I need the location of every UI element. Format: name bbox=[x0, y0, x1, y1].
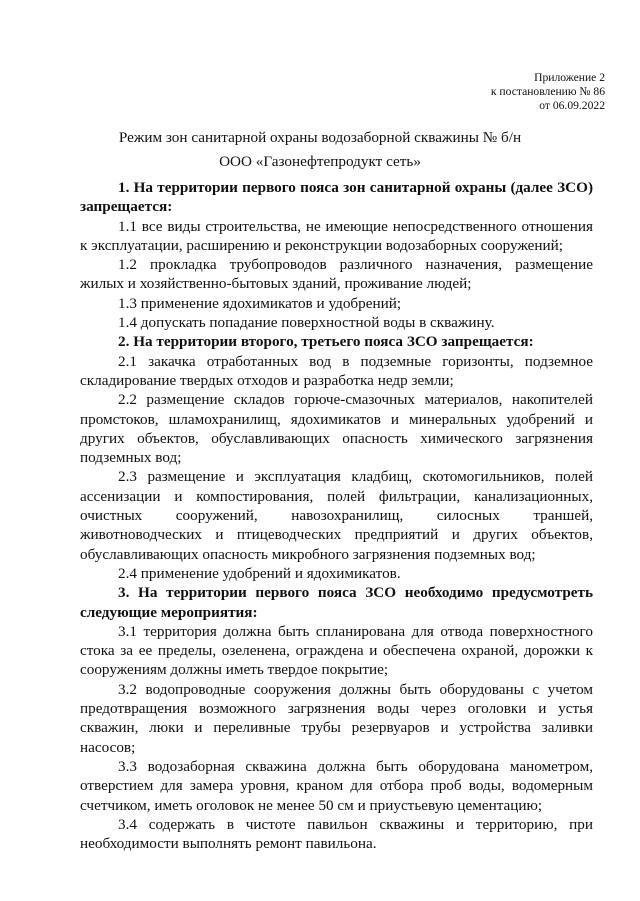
paragraph-1-3: 1.3 применение ядохимикатов и удобрений; bbox=[118, 294, 402, 312]
paragraph-2-3: 2.3 размещение и эксплуатация кладбищ, скотомогильников, полей ассенизации и компостирования, полей фильтрации, канализационных, очистных сооружений, навозохранилищ, силосных траншей, животноводческих и птицеводческих предприятий и других объектов, обуславливающих опасность микробного загрязнения подземных вод; bbox=[80, 468, 593, 563]
resolution-date: от 06.09.2022 bbox=[539, 98, 605, 112]
section-heading-3: 3. На территории первого пояса ЗСО необходимо предусмотреть следующие мероприятия: bbox=[80, 584, 593, 621]
appendix-reference bbox=[491, 71, 605, 112]
document-body bbox=[80, 178, 593, 853]
document-title: Режим зон санитарной охраны водозаборной скважины № б/н bbox=[118, 129, 522, 146]
paragraph-2-4: 2.4 применение удобрений и ядохимикатов. bbox=[118, 564, 401, 582]
resolution-number: к постановлению № 86 bbox=[490, 84, 605, 98]
section-heading-1: 1. На территории первого пояса зон санитарной охраны (далее ЗСО) запрещается: bbox=[80, 179, 593, 216]
paragraph-2-1: 2.1 закачка отработанных вод в подземные горизонты, подземное складирование твердых отходов и разработка недр земли; bbox=[80, 352, 593, 389]
paragraph-1-2: 1.2 прокладка трубопроводов различного назначения, размещение жилых и хозяйственно-бытовых зданий, проживание людей; bbox=[80, 256, 593, 293]
appendix-number: Приложение 2 bbox=[534, 71, 605, 84]
section-heading-2: 2. На территории второго, третьего пояса ЗСО запрещается: bbox=[118, 333, 534, 351]
paragraph-1-1: 1.1 все виды строительства, не имеющие непосредственного отношения к эксплуатации, расширению и реконструкции водозаборных сооружений; bbox=[80, 217, 593, 254]
paragraph-3-2: 3.2 водопроводные сооружения должны быть оборудованы с учетом предотвращения возможного загрязнения воды через оголовки и устья скважин, люки и переливные трубы резервуаров и устройства заливки насосов; bbox=[80, 680, 593, 756]
paragraph-1-4: 1.4 допускать попадание поверхностной воды в скважину. bbox=[118, 314, 495, 332]
paragraph-3-3: 3.3 водозаборная скважина должна быть оборудована манометром, отверстием для замера уровня, краном для отбора проб воды, водомерным счетчиком, иметь оголовок не менее 50 см и приустьевую цементацию; bbox=[80, 757, 593, 814]
paragraph-3-1: 3.1 территория должна быть спланирована для отвода поверхностного стока за ее пределы, озеленена, ограждена и обеспечена охраной, дорожки к сооружениям должны иметь твердое покрытие; bbox=[80, 622, 593, 679]
organization-name: ООО «Газонефтепродукт сеть» bbox=[219, 153, 421, 170]
paragraph-2-2: 2.2 размещение складов горюче-смазочных материалов, накопителей промстоков, шламохранилищ, ядохимикатов и минеральных удобрений и других объектов, обуславливающих опасность химического загрязнения подземных вод; bbox=[80, 391, 593, 467]
paragraph-3-4: 3.4 содержать в чистоте павильон скважины и территорию, при необходимости выполнять ремонт павильона. bbox=[80, 815, 593, 853]
